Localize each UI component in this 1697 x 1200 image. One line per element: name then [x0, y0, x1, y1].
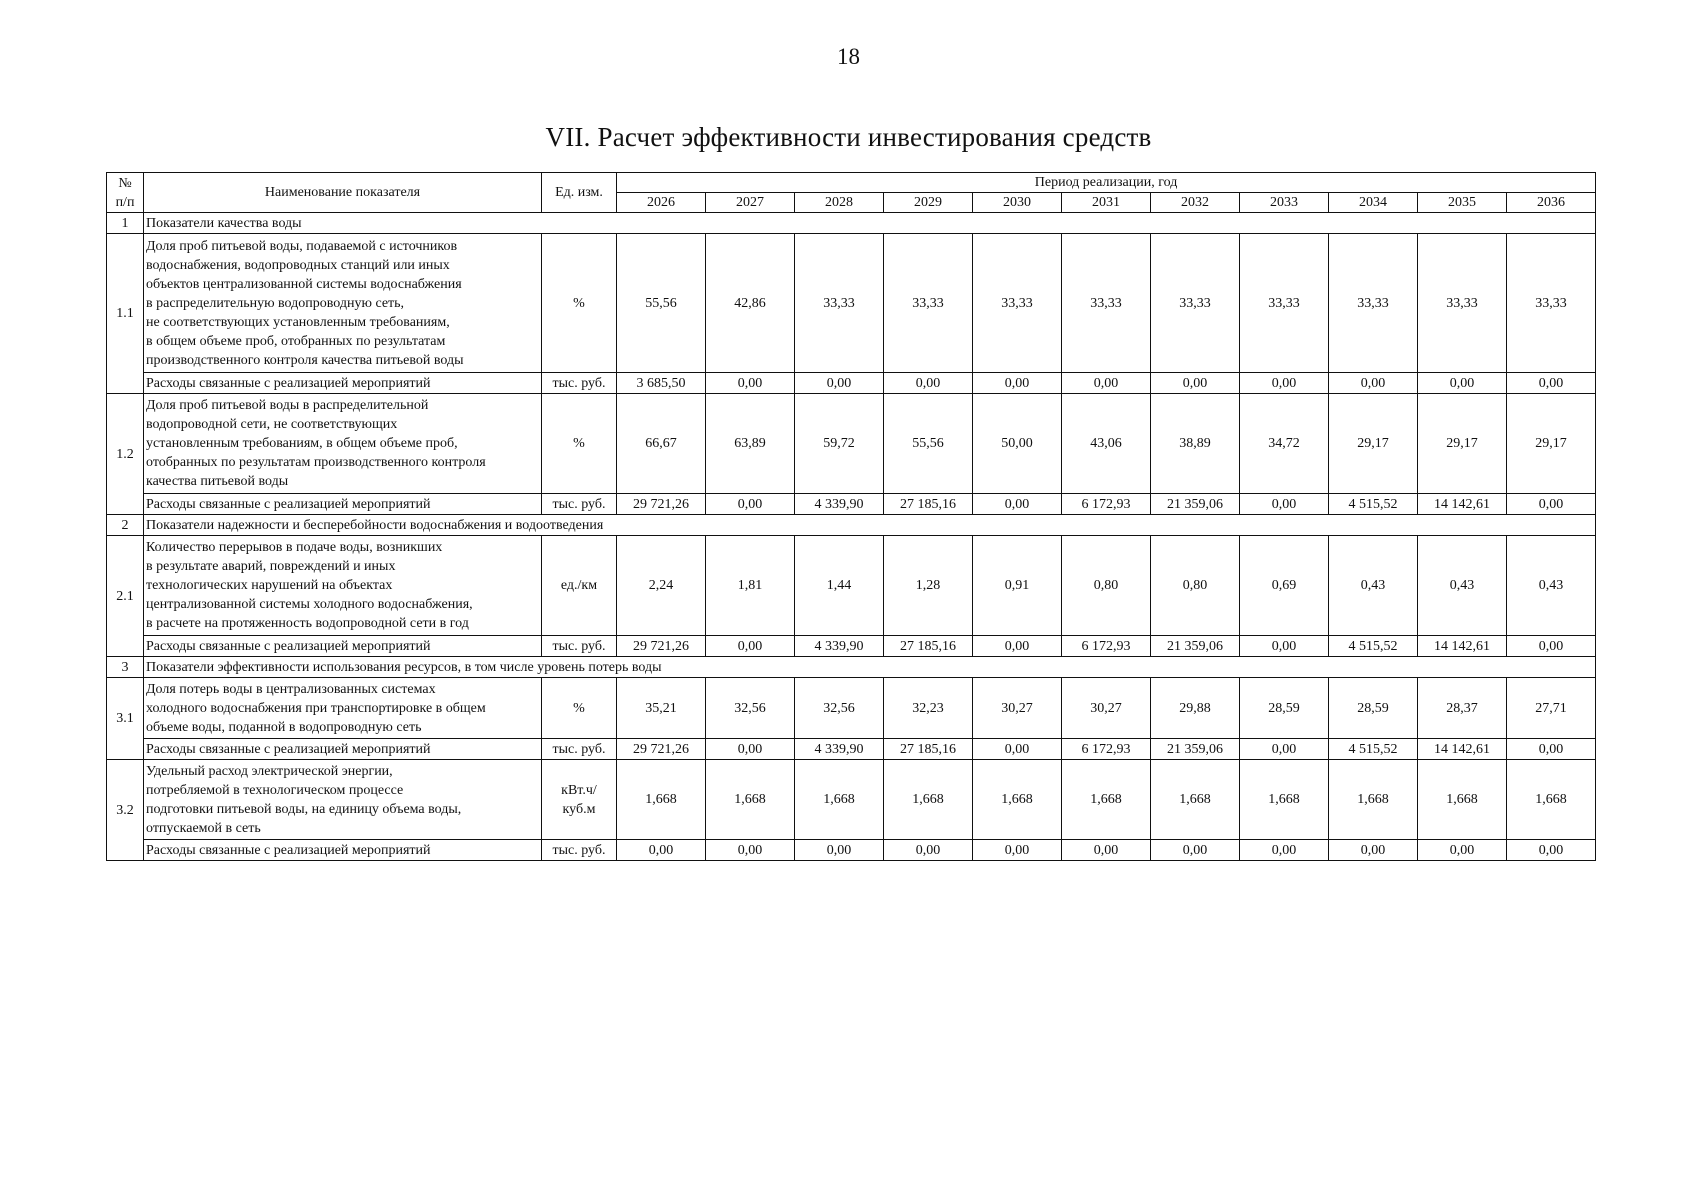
- indicator-value-2035: 29,17: [1418, 394, 1507, 494]
- cost-value-2036: 0,00: [1507, 636, 1596, 657]
- indicator-value-2034: 28,59: [1329, 678, 1418, 739]
- cost-value-2030: 0,00: [973, 494, 1062, 515]
- indicator-value-2035: 0,43: [1418, 536, 1507, 636]
- cost-value-2031: 6 172,93: [1062, 636, 1151, 657]
- header-name: Наименование показателя: [144, 173, 542, 213]
- indicator-value-2028: 1,44: [795, 536, 884, 636]
- cost-value-2034: 4 515,52: [1329, 494, 1418, 515]
- indicator-value-2029: 1,668: [884, 760, 973, 840]
- indicator-value-2030: 1,668: [973, 760, 1062, 840]
- indicator-unit: %: [542, 678, 617, 739]
- indicator-number: 1.2: [107, 394, 144, 515]
- cost-value-2034: 4 515,52: [1329, 739, 1418, 760]
- indicator-value-2033: 1,668: [1240, 760, 1329, 840]
- cost-label: Расходы связанные с реализацией мероприятий: [144, 840, 542, 861]
- indicator-number: 2.1: [107, 536, 144, 657]
- indicator-row-1.1: [107, 234, 1596, 373]
- table-header: [107, 173, 1596, 213]
- document-title: VII. Расчет эффективности инвестирования средств: [545, 122, 1152, 152]
- indicator-value-2035: 28,37: [1418, 678, 1507, 739]
- cost-value-2034: 0,00: [1329, 840, 1418, 861]
- header-num: № п/п: [107, 173, 144, 213]
- indicator-value-2029: 33,33: [884, 234, 973, 373]
- cost-value-2033: 0,00: [1240, 840, 1329, 861]
- indicator-unit: %: [542, 394, 617, 494]
- header-period: Период реализации, год: [617, 173, 1596, 193]
- cost-value-2028: 4 339,90: [795, 636, 884, 657]
- indicator-value-2031: 43,06: [1062, 394, 1151, 494]
- header-year-2027: 2027: [706, 193, 795, 213]
- cost-label: Расходы связанные с реализацией мероприятий: [144, 373, 542, 394]
- indicator-value-2026: 66,67: [617, 394, 706, 494]
- cost-value-2029: 27 185,16: [884, 739, 973, 760]
- cost-value-2026: 29 721,26: [617, 739, 706, 760]
- cost-value-2027: 0,00: [706, 373, 795, 394]
- indicator-value-2033: 28,59: [1240, 678, 1329, 739]
- indicator-value-2033: 33,33: [1240, 234, 1329, 373]
- indicator-value-2026: 1,668: [617, 760, 706, 840]
- indicator-value-2029: 55,56: [884, 394, 973, 494]
- cost-value-2029: 0,00: [884, 373, 973, 394]
- cost-value-2026: 29 721,26: [617, 636, 706, 657]
- cost-value-2035: 14 142,61: [1418, 636, 1507, 657]
- indicator-unit: ед./км: [542, 536, 617, 636]
- indicator-number: 3.2: [107, 760, 144, 861]
- cost-value-2030: 0,00: [973, 636, 1062, 657]
- indicator-name: Доля потерь воды в централизованных системах холодного водоснабжения при транспортировке в общем объеме воды, поданной в водопроводную сеть: [144, 678, 542, 739]
- cost-value-2027: 0,00: [706, 840, 795, 861]
- cost-value-2031: 0,00: [1062, 840, 1151, 861]
- cost-value-2033: 0,00: [1240, 494, 1329, 515]
- indicator-value-2032: 29,88: [1151, 678, 1240, 739]
- cost-unit: тыс. руб.: [542, 739, 617, 760]
- header-year-2035: 2035: [1418, 193, 1507, 213]
- indicator-value-2027: 32,56: [706, 678, 795, 739]
- indicator-value-2031: 33,33: [1062, 234, 1151, 373]
- indicator-value-2030: 30,27: [973, 678, 1062, 739]
- header-year-2028: 2028: [795, 193, 884, 213]
- indicator-value-2031: 0,80: [1062, 536, 1151, 636]
- cost-value-2031: 0,00: [1062, 373, 1151, 394]
- indicator-value-2026: 2,24: [617, 536, 706, 636]
- cost-value-2027: 0,00: [706, 636, 795, 657]
- cost-row-1.2: [107, 494, 1596, 515]
- cost-value-2031: 6 172,93: [1062, 739, 1151, 760]
- cost-value-2033: 0,00: [1240, 739, 1329, 760]
- indicator-value-2035: 33,33: [1418, 234, 1507, 373]
- indicator-value-2036: 0,43: [1507, 536, 1596, 636]
- cost-value-2033: 0,00: [1240, 636, 1329, 657]
- cost-value-2026: 29 721,26: [617, 494, 706, 515]
- section-row-3: [107, 657, 1596, 678]
- cost-value-2036: 0,00: [1507, 494, 1596, 515]
- indicator-value-2034: 1,668: [1329, 760, 1418, 840]
- indicator-name: Доля проб питьевой воды в распределительной водопроводной сети, не соответствующих установленным требованиям, в общем объеме проб, отобранных по результатам производственного контроля качества питьевой воды: [144, 394, 542, 494]
- indicator-name: Удельный расход электрической энергии, потребляемой в технологическом процессе подготовки питьевой воды, на единицу объема воды, отпускаемой в сеть: [144, 760, 542, 840]
- cost-value-2029: 27 185,16: [884, 636, 973, 657]
- header-year-2031: 2031: [1062, 193, 1151, 213]
- indicator-value-2036: 33,33: [1507, 234, 1596, 373]
- section-title: Показатели надежности и бесперебойности водоснабжения и водоотведения: [144, 515, 1596, 536]
- header-year-2032: 2032: [1151, 193, 1240, 213]
- indicator-value-2032: 1,668: [1151, 760, 1240, 840]
- indicator-value-2031: 30,27: [1062, 678, 1151, 739]
- header-year-2030: 2030: [973, 193, 1062, 213]
- header-year-2033: 2033: [1240, 193, 1329, 213]
- indicator-value-2028: 59,72: [795, 394, 884, 494]
- cost-value-2029: 0,00: [884, 840, 973, 861]
- header-year-2036: 2036: [1507, 193, 1596, 213]
- cost-value-2035: 0,00: [1418, 373, 1507, 394]
- indicator-value-2027: 1,81: [706, 536, 795, 636]
- indicator-value-2032: 0,80: [1151, 536, 1240, 636]
- section-title: Показатели качества воды: [144, 213, 1596, 234]
- indicator-value-2028: 33,33: [795, 234, 884, 373]
- cost-value-2032: 0,00: [1151, 373, 1240, 394]
- indicator-value-2034: 33,33: [1329, 234, 1418, 373]
- indicator-number: 3.1: [107, 678, 144, 760]
- cost-value-2028: 0,00: [795, 840, 884, 861]
- indicator-value-2028: 1,668: [795, 760, 884, 840]
- cost-value-2027: 0,00: [706, 739, 795, 760]
- header-unit: Ед. изм.: [542, 173, 617, 213]
- cost-value-2030: 0,00: [973, 373, 1062, 394]
- indicator-value-2029: 1,28: [884, 536, 973, 636]
- indicator-value-2036: 1,668: [1507, 760, 1596, 840]
- indicator-value-2027: 63,89: [706, 394, 795, 494]
- cost-row-2.1: [107, 636, 1596, 657]
- cost-value-2028: 4 339,90: [795, 739, 884, 760]
- indicator-row-3.2: [107, 760, 1596, 840]
- cost-value-2031: 6 172,93: [1062, 494, 1151, 515]
- cost-value-2036: 0,00: [1507, 739, 1596, 760]
- indicator-row-2.1: [107, 536, 1596, 636]
- cost-value-2027: 0,00: [706, 494, 795, 515]
- header-year-2029: 2029: [884, 193, 973, 213]
- page-number: 18: [837, 44, 860, 69]
- cost-label: Расходы связанные с реализацией мероприятий: [144, 739, 542, 760]
- section-number: 2: [107, 515, 144, 536]
- cost-value-2032: 21 359,06: [1151, 494, 1240, 515]
- indicator-value-2033: 34,72: [1240, 394, 1329, 494]
- indicator-value-2029: 32,23: [884, 678, 973, 739]
- indicator-value-2035: 1,668: [1418, 760, 1507, 840]
- indicator-value-2026: 55,56: [617, 234, 706, 373]
- indicator-row-1.2: [107, 394, 1596, 494]
- cost-value-2036: 0,00: [1507, 840, 1596, 861]
- indicator-value-2033: 0,69: [1240, 536, 1329, 636]
- indicator-value-2032: 38,89: [1151, 394, 1240, 494]
- investment-efficiency-table: [106, 172, 1596, 861]
- indicator-value-2036: 27,71: [1507, 678, 1596, 739]
- indicator-number: 1.1: [107, 234, 144, 394]
- cost-value-2026: 0,00: [617, 840, 706, 861]
- cost-value-2035: 14 142,61: [1418, 494, 1507, 515]
- indicator-row-3.1: [107, 678, 1596, 739]
- indicator-value-2030: 33,33: [973, 234, 1062, 373]
- cost-value-2030: 0,00: [973, 840, 1062, 861]
- cost-value-2034: 0,00: [1329, 373, 1418, 394]
- indicator-value-2032: 33,33: [1151, 234, 1240, 373]
- cost-value-2035: 14 142,61: [1418, 739, 1507, 760]
- cost-value-2032: 21 359,06: [1151, 739, 1240, 760]
- indicator-unit: кВт.ч/ куб.м: [542, 760, 617, 840]
- indicator-value-2030: 0,91: [973, 536, 1062, 636]
- indicator-value-2027: 1,668: [706, 760, 795, 840]
- indicator-name: Доля проб питьевой воды, подаваемой с источников водоснабжения, водопроводных станций или иных объектов централизованной системы водоснабжения в распределительную водопроводную сеть, не соответствующих установленным требованиям, в общем объеме проб, отобранных по результатам производственного контроля качества питьевой воды: [144, 234, 542, 373]
- indicator-value-2034: 0,43: [1329, 536, 1418, 636]
- cost-row-3.2: [107, 840, 1596, 861]
- indicator-value-2036: 29,17: [1507, 394, 1596, 494]
- indicator-unit: %: [542, 234, 617, 373]
- cost-unit: тыс. руб.: [542, 494, 617, 515]
- cost-value-2032: 0,00: [1151, 840, 1240, 861]
- header-year-2034: 2034: [1329, 193, 1418, 213]
- cost-value-2026: 3 685,50: [617, 373, 706, 394]
- cost-value-2034: 4 515,52: [1329, 636, 1418, 657]
- cost-value-2028: 4 339,90: [795, 494, 884, 515]
- section-row-2: [107, 515, 1596, 536]
- cost-value-2032: 21 359,06: [1151, 636, 1240, 657]
- indicator-value-2030: 50,00: [973, 394, 1062, 494]
- cost-row-1.1: [107, 373, 1596, 394]
- indicator-value-2028: 32,56: [795, 678, 884, 739]
- cost-unit: тыс. руб.: [542, 840, 617, 861]
- cost-label: Расходы связанные с реализацией мероприятий: [144, 636, 542, 657]
- cost-row-3.1: [107, 739, 1596, 760]
- section-title: Показатели эффективности использования ресурсов, в том числе уровень потерь воды: [144, 657, 1596, 678]
- cost-label: Расходы связанные с реализацией мероприятий: [144, 494, 542, 515]
- indicator-value-2026: 35,21: [617, 678, 706, 739]
- cost-value-2033: 0,00: [1240, 373, 1329, 394]
- cost-unit: тыс. руб.: [542, 636, 617, 657]
- section-number: 1: [107, 213, 144, 234]
- cost-unit: тыс. руб.: [542, 373, 617, 394]
- section-row-1: [107, 213, 1596, 234]
- indicator-value-2027: 42,86: [706, 234, 795, 373]
- indicator-name: Количество перерывов в подаче воды, возникших в результате аварий, повреждений и иных технологических нарушений на объектах централизованной системы холодного водоснабжения, в расчете на протяженность водопроводной сети в год: [144, 536, 542, 636]
- cost-value-2030: 0,00: [973, 739, 1062, 760]
- indicator-value-2034: 29,17: [1329, 394, 1418, 494]
- cost-value-2035: 0,00: [1418, 840, 1507, 861]
- indicator-value-2031: 1,668: [1062, 760, 1151, 840]
- section-number: 3: [107, 657, 144, 678]
- cost-value-2029: 27 185,16: [884, 494, 973, 515]
- cost-value-2036: 0,00: [1507, 373, 1596, 394]
- header-year-2026: 2026: [617, 193, 706, 213]
- table-body: [107, 213, 1596, 861]
- cost-value-2028: 0,00: [795, 373, 884, 394]
